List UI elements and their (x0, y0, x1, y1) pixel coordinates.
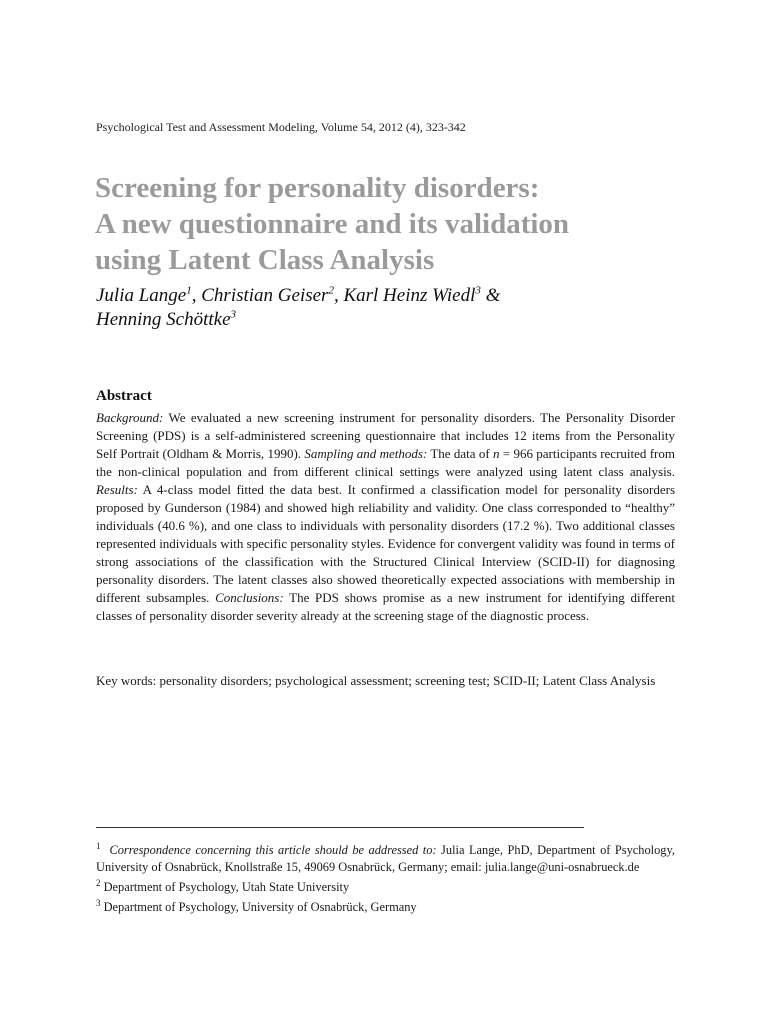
journal-citation: Psychological Test and Assessment Modeling, Volume 54, 2012 (4), 323-342 (96, 120, 466, 134)
affiliation-marker: 1 (186, 284, 192, 297)
title-line-1: Screening for personality disorders: (95, 172, 540, 204)
title-line-3: using Latent Class Analysis (95, 244, 435, 276)
author-separator: , (333, 285, 344, 306)
abstract-methods-text: The data of (427, 446, 493, 461)
keywords: Key words: personality disorders; psychological assessment; screening test; SCID-II; Latent Class Analysis (96, 673, 656, 688)
footnote-correspondence-text: Julia Lange, PhD, Department of Psychology, University of Osnabrück, Knollstraße 15, 49069 Osnabrück, Germany; email: julia.lange@uni-osnabrueck.de (96, 843, 675, 874)
abstract-heading: Abstract (96, 388, 152, 404)
affiliation-marker: 3 (230, 308, 237, 321)
author-ampersand: & (480, 285, 501, 306)
footnote-correspondence (96, 842, 675, 876)
footnote-correspondence-label: Correspondence concerning this article should be addressed to: (109, 843, 437, 857)
sample-size-symbol: n (492, 446, 500, 461)
footnote-separator (96, 827, 584, 828)
abstract-methods-text-continued: = 966 participants recruited from the non-clinical population and from different clinical settings were analyzed using latent class analysis. (96, 446, 675, 479)
title-line-2: A new questionnaire and its validation (95, 208, 570, 240)
affiliation-marker: 2 (328, 284, 334, 297)
author-name: Karl Heinz Wiedl (343, 285, 476, 306)
abstract-results-label: Results: (96, 482, 138, 497)
author-name: Christian Geiser (201, 285, 329, 306)
footnote-marker: 3 (96, 897, 101, 908)
abstract-background-label: Background: (96, 410, 164, 425)
abstract-conclusions-text: The PDS shows promise as a new instrument for identifying different classes of personality disorder severity already at the screening stage of the diagnostic process. (96, 590, 675, 623)
footnote-affiliation-text: Department of Psychology, Utah State University (100, 880, 350, 894)
abstract-results-text: A 4-class model fitted the data best. It confirmed a classification model for personality disorders proposed by Gunderson (1984) and showed high reliability and validity. One class corresponded to “healthy” individuals (40.6 %), and one class to individuals with personality disorders (17.2 %). Two additional classes represented individuals with specific personality styles. Evidence for convergent validity was found in terms of strong associations of the classification with the Structured Clinical Interview (SCID-II) for diagnosing personality disorders. The latent classes also showed theoretically expected associations with membership in different subsamples. (96, 482, 675, 605)
abstract-body (96, 409, 675, 625)
abstract-background-text: We evaluated a new screening instrument for personality disorders. The Personality Disorder Screening (PDS) is a self-administered screening questionnaire that includes 12 items from the Personality Self Portrait (Oldham & Morris, 1990). (96, 410, 675, 461)
abstract-methods-label: Sampling and methods: (304, 446, 428, 461)
author-list (96, 284, 696, 332)
author-name: Henning Schöttke (96, 309, 231, 330)
affiliation-marker: 3 (475, 284, 481, 297)
author-separator: , (191, 285, 202, 306)
footnote-affiliation-text: Department of Psychology, University of Osnabrück, Germany (100, 900, 417, 914)
author-name: Julia Lange (96, 285, 187, 306)
footnotes (96, 842, 675, 919)
footnote-marker: 1 (96, 840, 101, 851)
abstract-conclusions-label: Conclusions: (215, 590, 284, 605)
footnote-affiliation-3 (96, 899, 675, 916)
paper-title (95, 170, 695, 278)
footnote-affiliation-2 (96, 879, 675, 896)
footnote-marker: 2 (96, 877, 101, 888)
